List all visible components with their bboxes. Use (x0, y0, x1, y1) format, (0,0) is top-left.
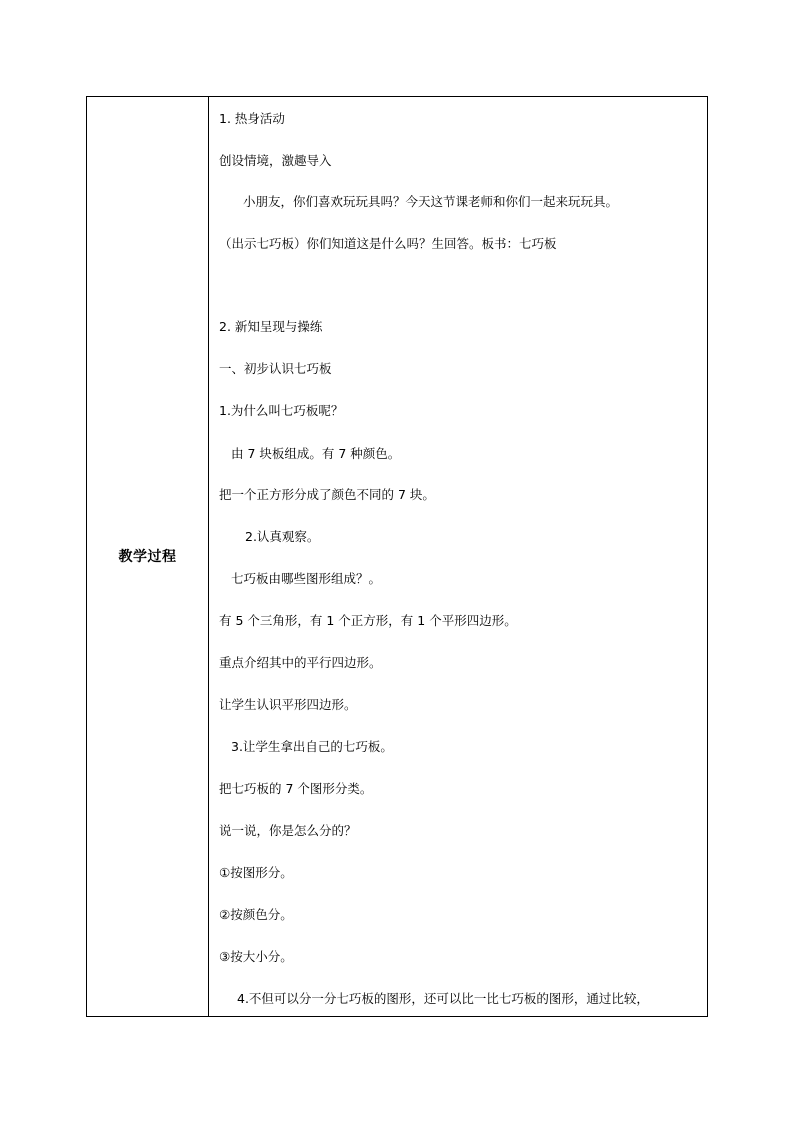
text-line: 一、初步认识七巧板 (219, 361, 332, 376)
text-line: 把七巧板的 7 个图形分类。 (219, 781, 373, 796)
text-line: 小朋友，你们喜欢玩玩具吗？今天这节课老师和你们一起来玩玩具。 (243, 194, 619, 209)
text-line: 1.为什么叫七巧板呢？ (219, 403, 344, 418)
lesson-table (86, 96, 708, 1017)
text-line: ③按大小分。 (219, 949, 293, 964)
text-line: 说一说，你是怎么分的？ (219, 823, 357, 838)
text-line: 2.认真观察。 (245, 529, 320, 544)
section-label: 教学过程 (118, 548, 177, 565)
text-line: 创设情境，激趣导入 (219, 153, 332, 168)
text-line-heading-2: 2. 新知呈现与操练 (219, 319, 323, 334)
text-line: 让学生认识平形四边形。 (219, 697, 357, 712)
text-line-heading-1: 1. 热身活动 (219, 111, 285, 126)
text-line: 由 7 块板组成。有 7 种颜色。 (231, 446, 401, 461)
text-line: ②按颜色分。 (219, 907, 293, 922)
text-line: 4.不但可以分一分七巧板的图形，还可以比一比七巧板的图形，通过比较， (237, 991, 649, 1006)
label-cell (87, 97, 208, 1016)
text-line: 把一个正方形分成了颜色不同的 7 块。 (219, 487, 435, 502)
text-line: ①按图形分。 (219, 865, 293, 880)
text-line: 七巧板由哪些图形组成？。 (231, 571, 382, 586)
text-line: 有 5 个三角形，有 1 个正方形，有 1 个平形四边形。 (219, 613, 517, 628)
content-cell (209, 97, 707, 1016)
text-line: （出示七巧板）你们知道这是什么吗？生回答。板书：七巧板 (219, 236, 557, 251)
text-line: 重点介绍其中的平行四边形。 (219, 655, 382, 670)
text-line: 3.让学生拿出自己的七巧板。 (231, 739, 393, 754)
